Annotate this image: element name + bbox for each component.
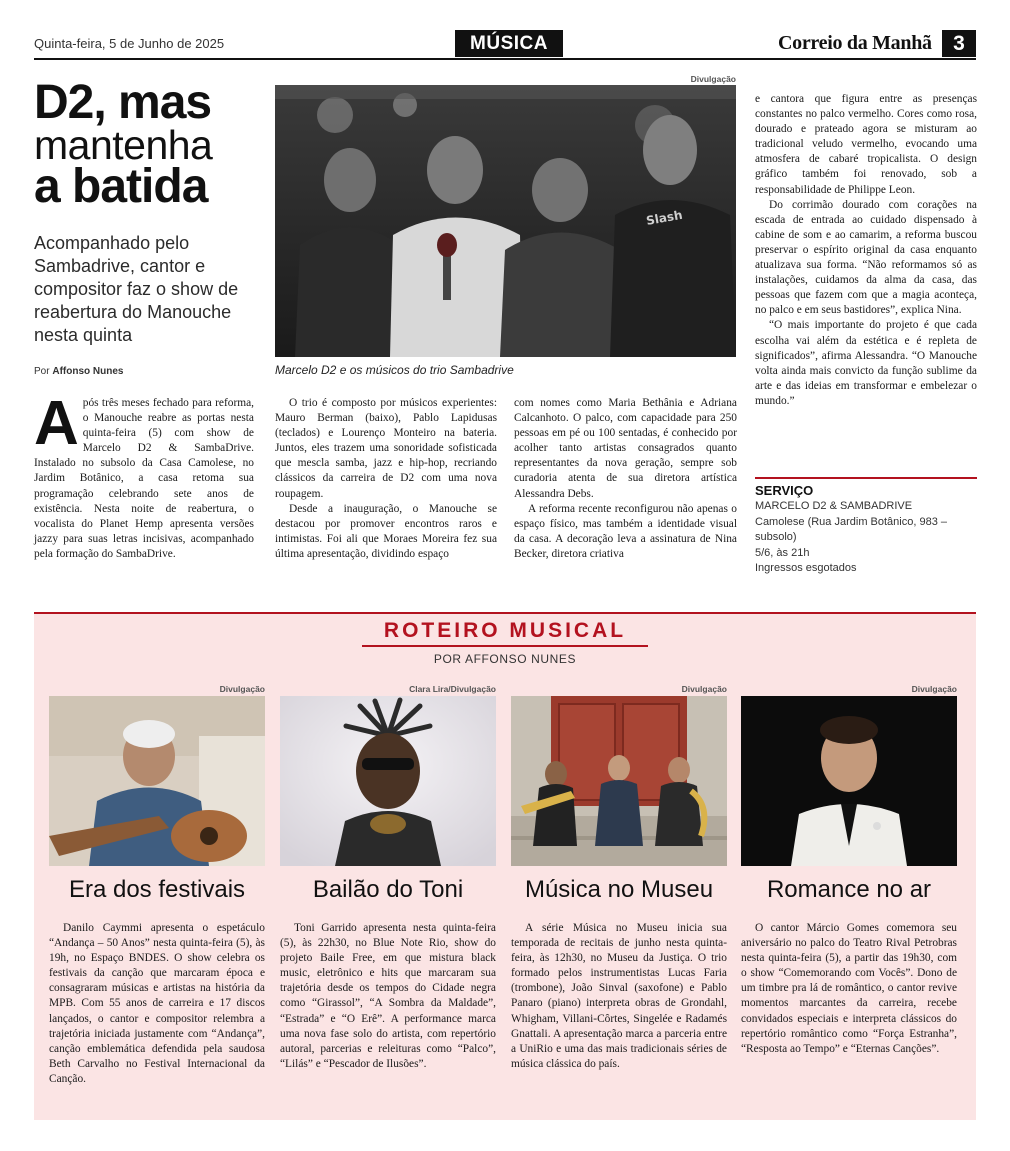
card-title: Era dos festivais [68,876,246,903]
article-column-1 [34,389,254,562]
roteiro-title-underline [362,645,648,647]
article-paragraph: Desde a inauguração, o Manouche se destacou por promover encontros raros e intimistas. Foi ali que Moraes Moreira fez sua última apresentação, dividindo espaço [275,502,497,560]
roteiro-top-rule [34,612,976,614]
edition-date: Quinta-feira, 5 de Junho de 2025 [34,36,225,51]
headline-line-3: a batida [34,160,208,213]
article-paragraph: e cantora que figura entre as presenças constantes no palco vermelho. Cores como rosa, dourado e prateado agora se misturam ao tradicional veludo vermelho, evocando uma atmosfera de cabaré tropicalista. O design gráfico também foi renovado, sob a responsabilidade de Philippe Leon. [755,93,977,196]
card-photo-marcio-gomes [741,696,957,866]
servico-box [755,482,977,577]
article-column-4 [755,92,977,409]
article-paragraph: Do corrimão dourado com corações na escada de entrada ao cuidado dispensado à cabine de som e ao camarim, a reforma buscou preservar o espírito original da casa enquanto atualizava sua forma. “Não reformamos só as instalações, cuidamos da alma da casa, das pessoas que fazem com que a magia aconteça, no palco e em seus bastidores”, explica Nina. [755,198,977,317]
article-paragraph: “O mais importante do projeto é que cada escolha vai além da estética e é repleta de significados”, afirma Alessandra. “O Manouche volta ainda mais convicto da função sublime da arte e das ideias em transformar e embelezar o mundo.” [755,319,977,407]
card-title: Música no Museu [524,876,714,903]
roteiro-byline: POR AFFONSO NUNES [433,652,577,666]
card-photo-credit: Clara Lira/Divulgação [409,684,496,694]
article-paragraph: com nomes como Maria Bethânia e Adriana Calcanhoto. O palco, com capacidade para 250 pessoas em pé ou 100 sentadas, é conhecido por acolher tanto artistas consagrados quanto representantes da nova geração, sempre sob curadoria atenta de sua diretora artística Alessandra Debs. [514,397,737,500]
main-photo [275,85,736,357]
headline [34,76,274,213]
article-deck: Acompanhado pelo Sambadrive, cantor e compositor faz o show de reabertura do Manouche nesta quinta [34,233,239,345]
card-photo-toni-garrido [280,696,496,866]
article-column-2 [275,396,497,562]
main-photo-credit: Divulgação [690,74,736,84]
svg-text:Slash: Slash [645,207,684,228]
card-title: Romance no ar [766,876,932,903]
dropcap-letter: A [34,389,79,458]
card-photo-credit: Divulgação [681,684,727,694]
card-text: O cantor Márcio Gomes comemora seu aniversário no palco do Teatro Rival Petrobras nesta quinta-feira (5), a partir das 19h30, com o show “Comemorando com Vocês”. Dono de um timbre pra lá de romântico, o cantor revive momentos marcantes da carreira, recebe convidados especiais e interpreta clássicos do repertório romântico como “Força Estranha”, “Resposta ao Tempo” e “Eternas Canções”. [741,922,957,1055]
byline-prefix: Por [34,366,50,377]
byline-author: Affonso Nunes [52,366,124,377]
servico-line: Ingressos esgotados [755,562,857,574]
headline-line-1: D2, mas [34,76,212,129]
headline-line-2: mantenha [34,122,213,168]
page-number: 3 [942,30,976,57]
card-title: Bailão do Toni [312,876,464,903]
header-rule [34,58,976,60]
card-text: Danilo Caymmi apresenta o espetáculo “Andança – 50 Anos” nesta quinta-feira (5), às 19h, no Espaço BNDES. O show celebra os festivais da canção que marcaram época e consagraram músicas e artistas na história da MPB. Com 55 anos de carreira e 17 discos lançados, o cantor e compositor relembra a trajetória iniciada justamente com “Andança”, canção emblemática defendida pela saudosa Beth Carvalho no Festival Internacional da Canção. [49,922,265,1085]
servico-title: SERVIÇO [755,483,814,498]
section-label: MÚSICA [455,30,563,57]
card-photo-danilo-caymmi [49,696,265,866]
servico-line: Camolese (Rua Jardim Botânico, 983 – subsolo) [755,515,947,543]
card-text: A série Música no Museu inicia sua temporada de recitais de junho nesta quinta-feira, às 12h30, no Museu da Justiça. O trio formado pelos instrumentistas Lucas Faria (trombone), João Sinval (saxofone) e Pablo Panaro (piano) interpreta obras de Grondahl, Whigham, Villani-Côrtes, Singelée e Radamés Gnattali. A apresentação marca a parceria entre a UniRio e uma das mais tradicionais séries de música clássica do país. [511,922,727,1070]
card-photo-credit: Divulgação [219,684,265,694]
article-paragraph: A reforma recente reconfigurou não apenas o espaço físico, mas também a identidade visual da casa. A decoração leva a assinatura de Nina Becker, diretora criativa [514,502,737,560]
servico-rule [755,477,977,479]
article-byline [34,366,123,377]
article-paragraph: pós três meses fechado para reforma, o Manouche reabre as portas nesta quinta-feira (5) com show de Marcelo D2 & SambaDrive. Instalado no subsolo da Casa Camolese, no Jardim Botânico, a casa retoma sua programação celebrando sete anos de existência. Nesta noite de reabertura, o vocalista do Planet Hemp apresenta versões jazzy para suas letras incisivas, acompanhado pela formação do SambaDrive. [34,397,254,560]
band-photo-illustration [275,85,736,357]
card-text: Toni Garrido apresenta nesta quinta-feira (5), às 22h30, no Blue Note Rio, show do projeto Baile Free, em que mistura black music, eletrônico e hits que marcaram sua trajetória desde os tempos do Cidade negra como “Girassol”, “A Sombra da Maldade”, “Estrada” e “O Erê”. A performance marca uma nova fase solo do artista, com repertório autoral, parcerias e releituras como “Palco”, “Lilás” e “Pescador de Ilusões”. [280,922,496,1070]
servico-line: 5/6, às 21h [755,546,810,559]
main-photo-caption: Marcelo D2 e os músicos do trio Sambadrive [275,363,514,377]
card-photo-trio-musica-no-museu [511,696,727,866]
card-photo-credit: Divulgação [911,684,957,694]
newspaper-name: Correio da Manhã [778,32,932,54]
roteiro-title: ROTEIRO MUSICAL [383,619,627,642]
article-column-3 [514,396,737,562]
servico-line: MARCELO D2 & SAMBADRIVE [755,500,913,512]
article-paragraph: O trio é composto por músicos experientes: Mauro Berman (baixo), Pablo Lapidusas (teclados) e Lourenço Monteiro na bateria. Juntos, eles trazem uma sonoridade sofisticada que mescla samba, jazz e hip-hop, recriando clássicos da carreira de D2 com uma nova roupagem. [275,397,497,500]
